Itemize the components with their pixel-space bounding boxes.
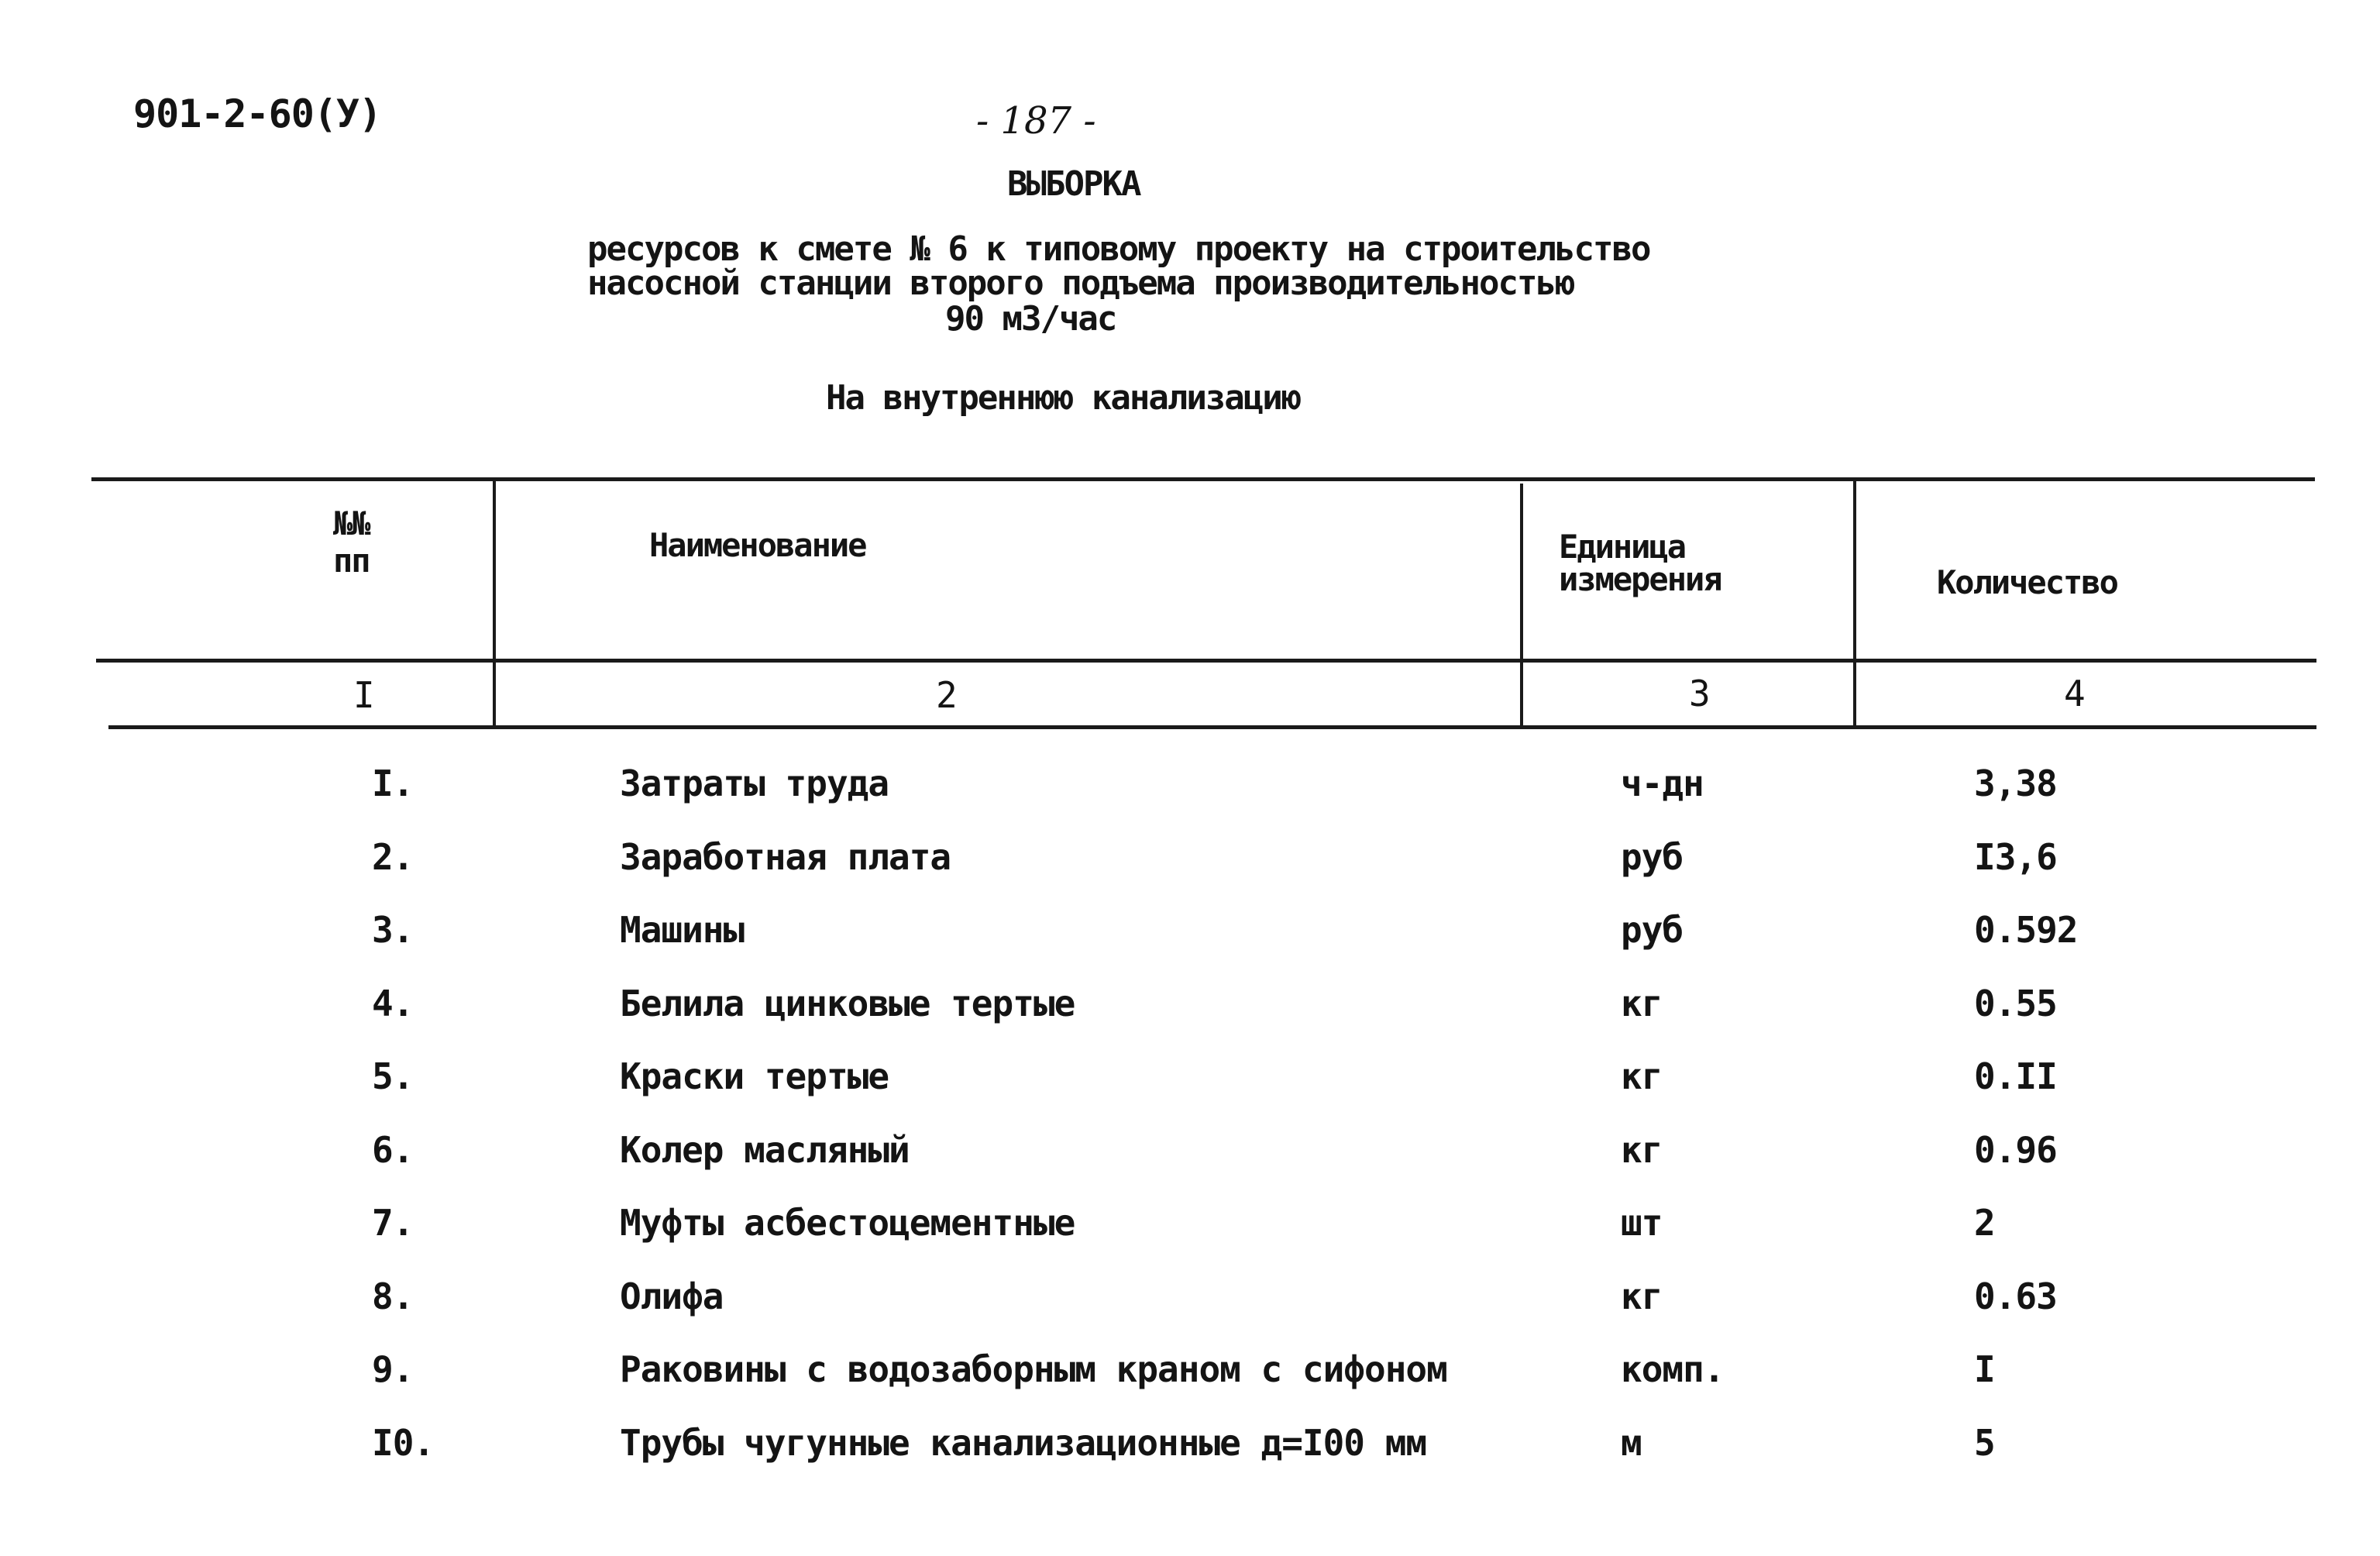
header-name: Наименование [649,526,866,564]
row-unit: кг [1621,1275,1663,1317]
header-num-line1: №№ [333,504,370,542]
row-number: 8. [372,1275,414,1317]
header-num-line2: пп [333,542,370,580]
page-number: - 187 - [976,99,1096,143]
row-unit: шт [1621,1202,1663,1244]
header-unit-line2: измерения [1559,560,1721,598]
row-unit: ч-дн [1621,763,1704,804]
row-unit: руб [1621,909,1684,951]
row-number: 4. [372,983,414,1024]
row-name: Олифа [620,1275,724,1317]
row-name: Белила цинковые тертые [620,983,1075,1024]
row-unit: руб [1621,836,1684,878]
subtitle-line-2: насосной станции второго подъема производительностью [587,263,1574,303]
row-quantity: 5 [1974,1422,1995,1464]
row-number: 5. [372,1055,414,1097]
row-unit: комп. [1621,1348,1725,1390]
row-quantity: 0.II [1974,1055,2057,1097]
row-name: Машины [620,909,745,951]
row-unit: кг [1621,983,1663,1024]
row-name: Трубы чугунные канализационные д=I00 мм [620,1422,1427,1464]
row-quantity: 0.96 [1974,1129,2057,1171]
document-code: 901-2-60(У) [133,91,382,136]
column-divider-3 [1853,480,1856,725]
column-divider-2 [1520,484,1523,725]
row-number: 9. [372,1348,414,1390]
row-number: I0. [372,1422,435,1464]
row-quantity: 2 [1974,1202,1995,1244]
row-name: Заработная плата [620,836,951,878]
row-name: Затраты труда [620,763,889,804]
row-unit: м [1621,1422,1642,1464]
table-header-rule [96,659,2316,663]
table-top-rule [91,477,2315,481]
row-quantity: 0.592 [1974,909,2078,951]
row-number: 6. [372,1129,414,1171]
row-number: I. [372,763,414,804]
column-number-4: 4 [2064,673,2086,714]
row-quantity: I3,6 [1974,836,2057,878]
row-number: 3. [372,909,414,951]
subtitle-line-1: ресурсов к смете № 6 к типовому проекту на строительство [587,229,1650,269]
row-name: Раковины с водозаборным краном с сифоном [620,1348,1447,1390]
row-unit: кг [1621,1055,1663,1097]
row-quantity: 3,38 [1974,763,2057,804]
row-number: 2. [372,836,414,878]
column-divider-1 [493,479,496,725]
row-name: Краски тертые [620,1055,889,1097]
row-quantity: I [1974,1348,1995,1390]
column-number-3: 3 [1689,673,1711,714]
row-quantity: 0.55 [1974,983,2057,1024]
row-number: 7. [372,1202,414,1244]
column-number-1: I [353,674,375,716]
document-title: ВЫБОРКА [1007,164,1140,204]
row-name: Колер масляный [620,1129,910,1171]
header-qty: Количество [1937,563,2117,601]
row-name: Муфты асбестоцементные [620,1202,1075,1244]
subtitle-line-3: 90 м3/час [945,299,1116,339]
column-number-2: 2 [936,674,958,716]
row-unit: кг [1621,1129,1663,1171]
section-heading: На внутреннюю канализацию [826,378,1301,418]
row-quantity: 0.63 [1974,1275,2057,1317]
table-colnum-rule [108,725,2316,729]
header-unit-line1: Единица [1559,528,1686,566]
